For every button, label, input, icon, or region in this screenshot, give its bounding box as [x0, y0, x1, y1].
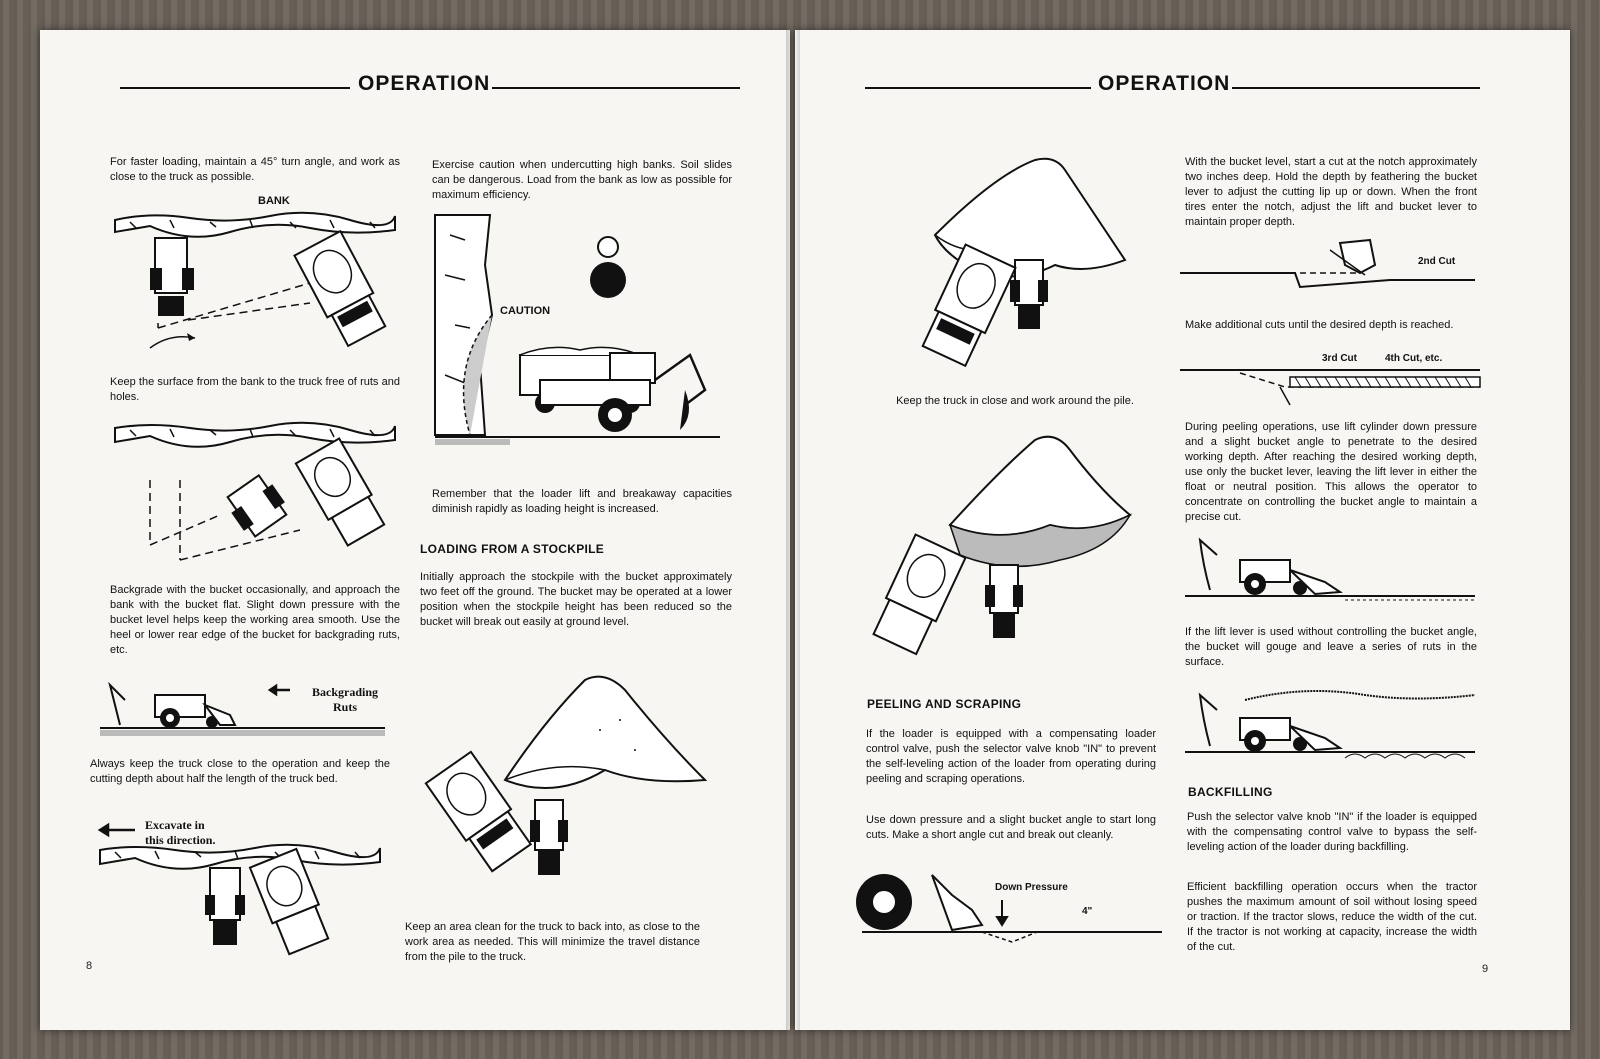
book-spine [786, 30, 800, 1030]
third-cut-label: 3rd Cut [1322, 353, 1357, 364]
work-around-pile-illustration [865, 155, 1165, 385]
caution-illustration [430, 205, 740, 445]
right-col2-p6: Efficient backfilling operation occurs when the tractor pushes the maximum amount of soil without losing speed or traction. If the tractor slows, reduce the width of the cut. If the tractor is not working at capacity, increase the width of the cut. [1187, 881, 1477, 953]
bank-loading-illustration [110, 208, 400, 368]
right-header-title: OPERATION [1098, 72, 1231, 95]
cut-depth-label: 4" [1082, 906, 1093, 917]
right-col1-p1: Keep the truck in close and work around the pile. [896, 395, 1134, 407]
stockpile-heading: LOADING FROM A STOCKPILE [420, 542, 605, 556]
left-col1-p2: Keep the surface from the bank to the truck free of ruts and holes. [110, 376, 400, 403]
right-col2-p1: With the bucket level, start a cut at the notch approximately two inches deep. Hold the depth by feathering the bucket lever to adjust the cutting lip up or down. When the front tires enter the notch, adjust the lift and bucket lever to maintain proper depth. [1185, 156, 1477, 228]
stockpile-illustration [405, 660, 725, 900]
left-header-title: OPERATION [358, 72, 491, 95]
down-pressure-label: Down Pressure [995, 882, 1068, 893]
second-cut-label: 2nd Cut [1418, 256, 1456, 267]
gouge-ruts-illustration [1185, 680, 1485, 770]
left-col1-p3: Backgrade with the bucket occasionally, and approach the bank with the bucket flat. Slight down pressure with the bucket level helps keep the working area smooth. Use the heel or lower rear edge of the bucket for backgrading ruts, etc. [110, 584, 400, 656]
left-page-header [120, 72, 740, 102]
caution-label: CAUTION [500, 305, 551, 317]
left-col2-p1: Exercise caution when undercutting high banks. Soil slides can be dangerous. Load from the bank as low as possible for maximum efficiency. [432, 159, 732, 201]
left-col1-p1: For faster loading, maintain a 45° turn angle, and work as close to the truck as possible. [110, 156, 400, 183]
peeling-pile-illustration [860, 430, 1170, 670]
left-col2-p3: Initially approach the stockpile with the bucket approximately two feet off the ground. The bucket may be operated at a lower position when the stockpile height has been reduced so the bucket will break out easily at ground level. [420, 571, 732, 628]
left-col1-p4: Always keep the truck close to the operation and keep the cutting depth about half the length of the truck bed. [90, 758, 390, 785]
right-col2-p4: If the lift lever is used without controlling the bucket angle, the bucket will gouge and leave a series of ruts in the surface. [1185, 626, 1477, 668]
right-col1-p3: Use down pressure and a slight bucket angle to start long cuts. Make a short angle cut and break out cleanly. [866, 814, 1156, 841]
right-col1-p2: If the loader is equipped with a compensating loader control valve, push the selector valve knob "IN" to prevent the self-leveling action of the loader from operating during peeling and scraping operations. [866, 728, 1156, 785]
peeling-tractor-illustration [1185, 530, 1485, 610]
left-page-number: 8 [86, 960, 93, 972]
excavate-direction-label: Excavate in this direction. [145, 818, 216, 847]
right-page-number: 9 [1482, 963, 1489, 975]
right-col2-p3: During peeling operations, use lift cylinder down pressure and a slight bucket angle to penetrate to the desired working depth. After reaching the desired working depth, use only the bucket lever, leaving the lift lever in either the float or neutral position. This allows the operator to concentrate on controlling the bucket angle to maintain a precise cut. [1185, 421, 1477, 523]
excavate-direction-illustration [95, 820, 395, 960]
backgrading-ruts-label: Backgrading Ruts [311, 685, 378, 714]
additional-cuts-illustration [1180, 365, 1485, 410]
backfilling-heading: BACKFILLING [1188, 785, 1273, 799]
right-page-header [865, 72, 1480, 102]
bank-label: BANK [258, 195, 290, 207]
fourth-cut-label: 4th Cut, etc. [1385, 353, 1443, 364]
right-col2-p5: Push the selector valve knob "IN" if the loader is equipped with the compensating control valve to bypass the self-leveling action of the loader during backfilling. [1187, 811, 1477, 853]
left-col2-p4: Keep an area clean for the truck to back into, as close to the work area as needed. This will minimize the travel distance from the pile to the truck. [405, 921, 700, 963]
right-col2-p2: Make additional cuts until the desired depth is reached. [1185, 319, 1454, 331]
bank-approach-illustration [110, 420, 400, 570]
left-col2-p2: Remember that the loader lift and breakaway capacities diminish rapidly as loading height is increased. [432, 488, 732, 515]
peeling-heading: PEELING AND SCRAPING [867, 697, 1022, 711]
